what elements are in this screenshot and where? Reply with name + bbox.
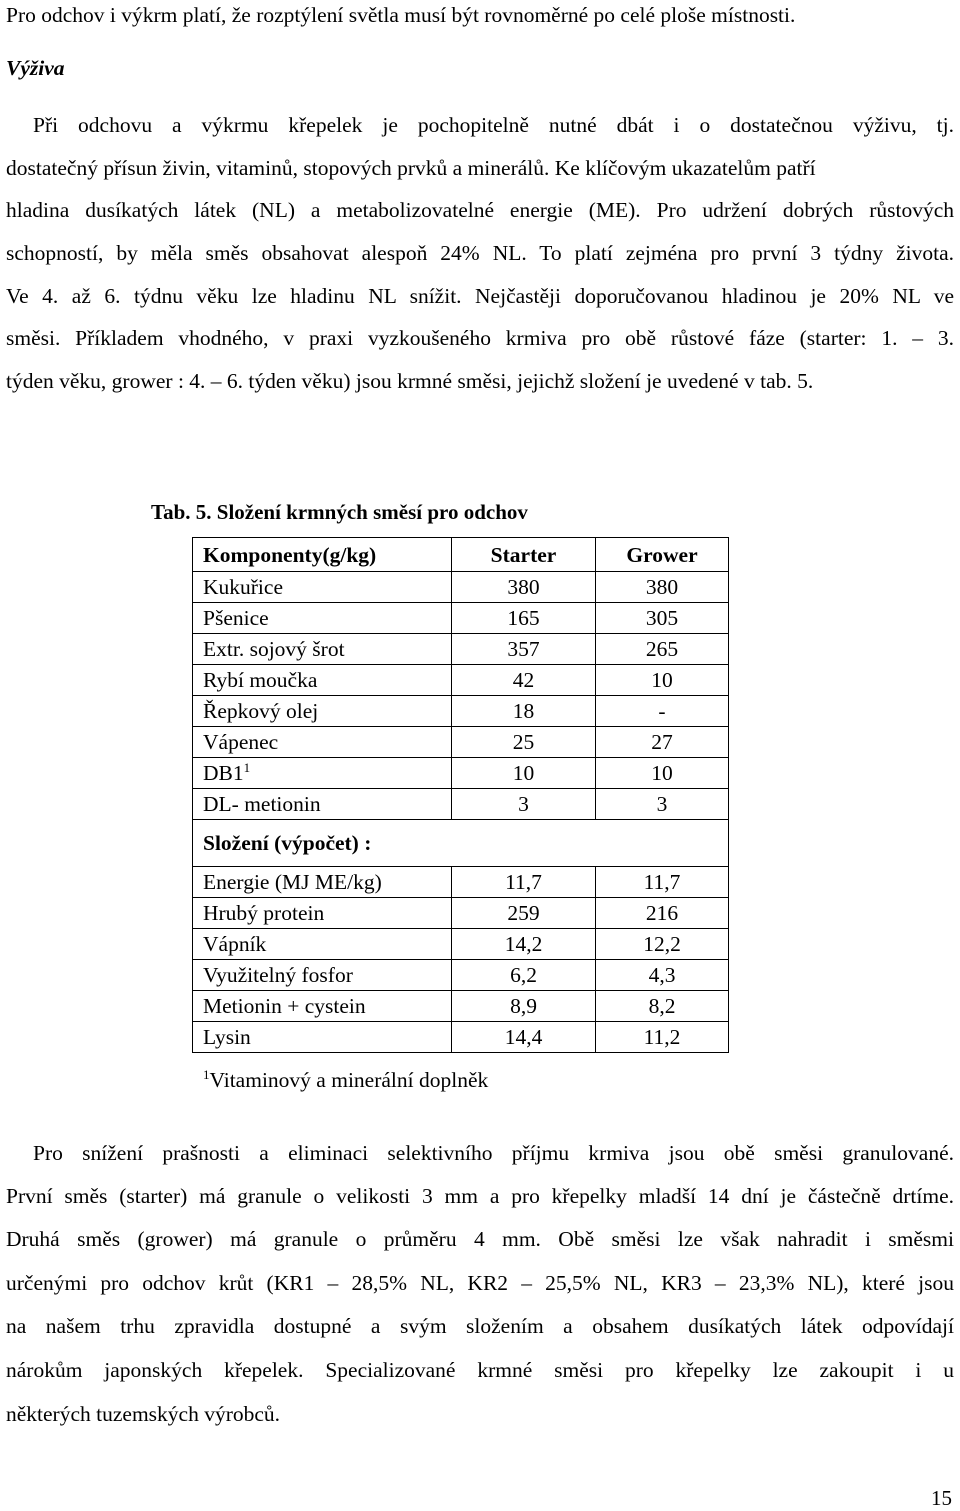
table-row (193, 634, 729, 665)
table-cell: Rybí moučka (193, 665, 452, 696)
paragraph2-line: První směs (starter) má granule o velikosti 3 mm a pro křepelky mladší 14 dní je částečně drtíme. (6, 1184, 954, 1208)
paragraph2-line: určenými pro odchov krůt (KR1 – 28,5% NL, KR2 – 25,5% NL, KR3 – 23,3% NL), které jsou (6, 1271, 954, 1295)
paragraph2-line: Druhá směs (grower) má granule o průměru 4 mm. Obě směsi lze však nahradit i směsmi (6, 1227, 954, 1251)
page-number: 15 (931, 1486, 952, 1510)
table-cell: Využitelný fosfor (193, 960, 452, 991)
table-row (193, 758, 729, 789)
table-cell: 165 (452, 603, 596, 634)
paragraph2-line: některých tuzemských výrobců. (6, 1402, 281, 1426)
footnote-marker: 1 (203, 1066, 210, 1082)
table-cell: 6,2 (452, 960, 596, 991)
table-cell: 18 (452, 696, 596, 727)
table-row (193, 696, 729, 727)
table-cell: 357 (452, 634, 596, 665)
column-header: Grower (596, 538, 729, 572)
column-header: Starter (452, 538, 596, 572)
table-cell: Metionin + cystein (193, 991, 452, 1022)
table-footnote (203, 1068, 488, 1093)
table-cell: 8,2 (596, 991, 729, 1022)
paragraph1-line: dostatečný přísun živin, vitaminů, stopových prvků a minerálů. Ke klíčovým ukazatelům patří (6, 156, 816, 180)
table-cell: 3 (452, 789, 596, 820)
table-cell: 27 (596, 727, 729, 758)
table-cell: Energie (MJ ME/kg) (193, 867, 452, 898)
paragraph1-line: týden věku, grower : 4. – 6. týden věku) jsou krmné směsi, jejichž složení je uvedené v tab. 5. (6, 369, 814, 393)
table-cell: Vápník (193, 929, 452, 960)
paragraph1-line: Při odchovu a výkrmu křepelek je pochopitelně nutné dbát i o dostatečnou výživu, tj. (33, 113, 954, 137)
paragraph2-line: Pro snížení prašnosti a eliminaci selektivního příjmu krmiva jsou obě směsi granulované. (33, 1141, 954, 1165)
table-cell: 10 (452, 758, 596, 789)
footnote-text: Vitaminový a minerální doplněk (209, 1068, 489, 1092)
table-cell: 259 (452, 898, 596, 929)
column-header: Komponenty(g/kg) (193, 538, 452, 572)
section-heading: Výživa (6, 56, 65, 80)
feed-composition-table (192, 537, 729, 1053)
table-cell: Extr. sojový šrot (193, 634, 452, 665)
table-cell: 8,9 (452, 991, 596, 1022)
footnote-reference: 1 (243, 759, 251, 775)
table-cell: 25 (452, 727, 596, 758)
table-row (193, 727, 729, 758)
table-cell: 14,2 (452, 929, 596, 960)
table-row (193, 898, 729, 929)
paragraph1-line: schopností, by měla směs obsahovat alespoň 24% NL. To platí zejména pro první 3 týdny života. (6, 241, 954, 265)
table-row (193, 960, 729, 991)
table-cell: 380 (596, 572, 729, 603)
table-cell: 14,4 (452, 1022, 596, 1053)
table-row (193, 603, 729, 634)
section-label: Složení (výpočet) : (193, 820, 729, 867)
table-cell: Řepkový olej (193, 696, 452, 727)
table-cell: 10 (596, 758, 729, 789)
table-cell: 10 (596, 665, 729, 696)
table-cell: 12,2 (596, 929, 729, 960)
table-row (193, 929, 729, 960)
table-row (193, 867, 729, 898)
table-cell: 380 (452, 572, 596, 603)
paragraph1-line: Ve 4. až 6. týdnu věku lze hladinu NL snížit. Nejčastěji doporučovanou hladinou je 20% NL ve (6, 284, 954, 308)
paragraph2-line: nárokům japonských křepelek. Specializované krmné směsi pro křepelky lze zakoupit i u (6, 1358, 954, 1382)
table-cell: 42 (452, 665, 596, 696)
table-row (193, 665, 729, 696)
table-row (193, 572, 729, 603)
paragraph1-line: směsi. Příkladem vhodného, v praxi vyzkoušeného krmiva pro obě růstové fáze (starter: 1. – 3. (6, 326, 954, 350)
table-row (193, 991, 729, 1022)
table-section-row (193, 820, 729, 867)
db1-label: DB1 (203, 761, 244, 785)
table-cell: - (596, 696, 729, 727)
table-cell: Pšenice (193, 603, 452, 634)
table-header-row (193, 538, 729, 572)
table-cell: DL- metionin (193, 789, 452, 820)
paragraph2-line: na našem trhu zpravidla dostupné a svým složením a obsahem dusíkatých látek odpovídají (6, 1314, 954, 1338)
intro-line: Pro odchov i výkrm platí, že rozptýlení světla musí být rovnoměrné po celé ploše místnosti. (6, 3, 796, 27)
table-cell: Lysin (193, 1022, 452, 1053)
table-cell: Hrubý protein (193, 898, 452, 929)
table-caption: Tab. 5. Složení krmných směsí pro odchov (151, 500, 528, 524)
table-cell: 4,3 (596, 960, 729, 991)
table-cell: Vápenec (193, 727, 452, 758)
table-cell: 216 (596, 898, 729, 929)
table-cell: Kukuřice (193, 572, 452, 603)
table-row (193, 1022, 729, 1053)
table-cell: 265 (596, 634, 729, 665)
paragraph1-line: hladina dusíkatých látek (NL) a metabolizovatelné energie (ME). Pro udržení dobrých růstových (6, 198, 954, 222)
table-cell (193, 758, 452, 789)
table-cell: 305 (596, 603, 729, 634)
table-cell: 11,7 (452, 867, 596, 898)
table-cell: 3 (596, 789, 729, 820)
table-cell: 11,2 (596, 1022, 729, 1053)
table-row (193, 789, 729, 820)
table-cell: 11,7 (596, 867, 729, 898)
